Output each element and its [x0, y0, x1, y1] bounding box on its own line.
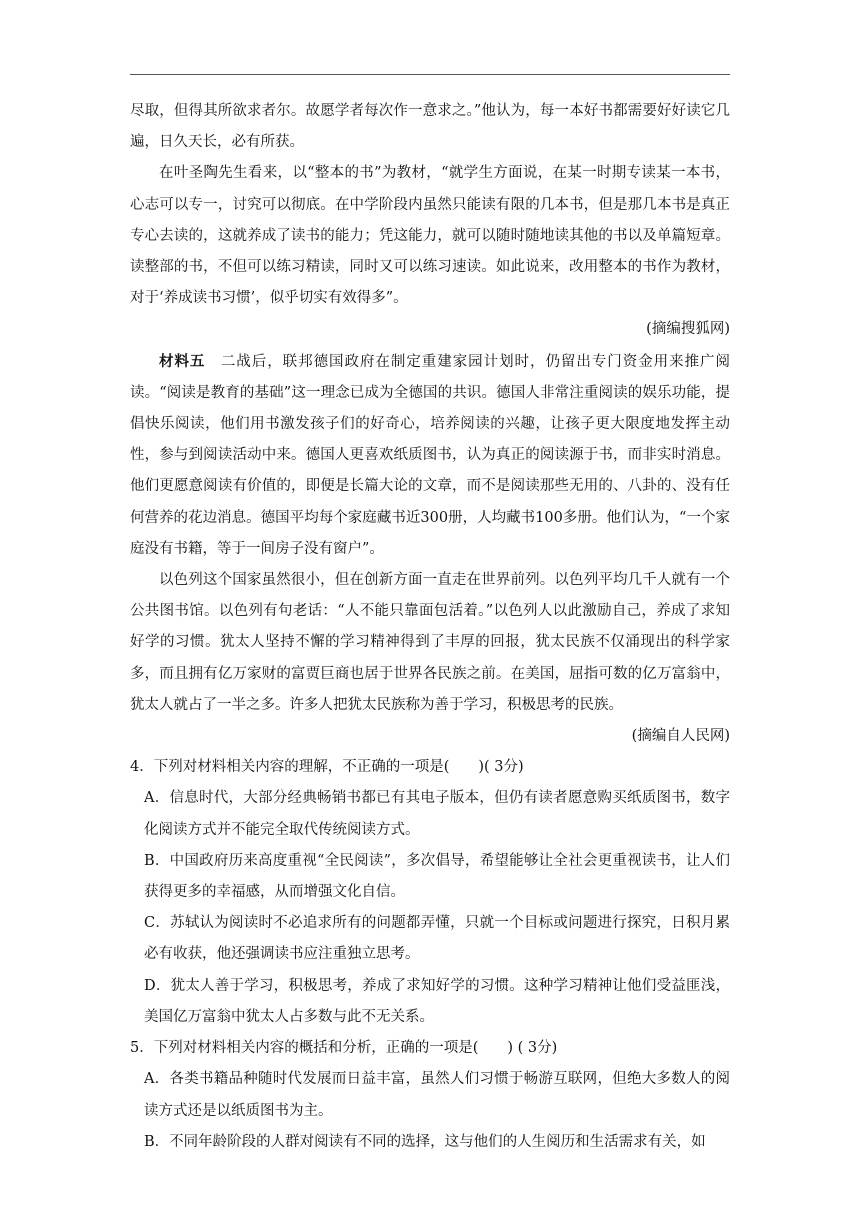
paragraph: 尽取，但得其所欲求者尔。故愿学者每次作一意求之。”他认为，每一本好书都需要好好读它几遍，日久天长，必有所获。 [130, 103, 730, 151]
paragraph: 以色列这个国家虽然很小，但在创新方面一直走在世界前列。以色列平均几千人就有一个公共图书馆。以色列有句老话：“人不能只靠面包活着。”以色列人以此激励自己，养成了求知好学的习惯。犹太人坚持不懈的学习精神得到了丰厚的回报，犹太民族不仅涌现出的科学家多，而且拥有亿万家财的富贾巨商也居于世界各民族之前。在美国，屈指可数的亿万富翁中，犹太人就占了一半之多。许多人把犹太民族称为善于学习，积极思考的民族。 [130, 572, 730, 713]
material-label: 材料五 [159, 352, 206, 370]
document-body [130, 96, 730, 1158]
question-4-option-a: A．信息时代，大部分经典畅销书都已有其电子版本，但仍有读者愿意购买纸质图书，数字化阅读方式并不能完全取代传统阅读方式。 [144, 790, 730, 838]
question-5-option-a: A．各类书籍品种随时代发展而日益丰富，虽然人们习惯于畅游互联网，但绝大多数人的阅读方式还是以纸质图书为主。 [144, 1071, 730, 1119]
source-note: (摘编自人民网) [631, 728, 730, 745]
question-5-stem: 5．下列对材料相关内容的概括和分析，正确的一项是( ) ( 3分) [130, 1040, 558, 1057]
source-note: (摘编搜狐网) [646, 321, 730, 338]
paragraph-material5 [130, 346, 730, 565]
question-5-option-b: B．不同年龄阶段的人群对阅读有不同的选择，这与他们的人生阅历和生活需求有关，如 [144, 1133, 706, 1150]
question-4-option-b: B．中国政府历来高度重视“全民阅读”，多次倡导，希望能够让全社会更重视读书，让人们获得更多的幸福感，从而增强文化自信。 [144, 852, 730, 901]
question-4-option-c: C．苏轼认为阅读时不必追求所有的问题都弄懂，只就一个目标或问题进行探究，日积月累必有收获，他还强调读书应注重独立思考。 [144, 915, 730, 963]
question-4-option-d: D．犹太人善于学习，积极思考，养成了求知好学的习惯。这种学习精神让他们受益匪浅，美国亿万富翁中犹太人占多数与此不无关系。 [144, 977, 730, 1025]
question-4-stem: 4．下列对材料相关内容的理解，不正确的一项是( )( 3分) [130, 759, 524, 776]
paragraph: 在叶圣陶先生看来，以“整本的书”为教材，“就学生方面说，在某一时期专读某一本书，心志可以专一，讨究可以彻底。在中学阶段内虽然只能读有限的几本书，但是那几本书是真正专心去读的，这就养成了读书的能力；凭这能力，就可以随时随地读其他的书以及单篇短章。读整部的书，不但可以练习精读，同时又可以练习速读。如此说来，改用整本的书作为教材，对于‘养成读书习惯’，似乎切实有效得多”。 [130, 165, 730, 307]
paragraph-text: 二战后，联邦德国政府在制定重建家园计划时，仍留出专门资金用来推广阅读。“阅读是教育的基础”这一理念已成为全德国的共识。德国人非常注重阅读的娱乐功能，提倡快乐阅读，他们用书激发孩子们的好奇心，培养阅读的兴趣，让孩子更大限度地发挥主动性，参与到阅读活动中来。德国人更喜欢纸质图书，认为真正的阅读源于书，而非实时消息。他们更愿意阅读有价值的，即便是长篇大论的文章，而不是阅读那些无用的、八卦的、没有任何营养的花边消息。德国平均每个家庭藏书近300册，人均藏书100多册。他们认为，“一个家庭没有书籍，等于一间房子没有窗户”。 [130, 353, 731, 557]
header-rule [130, 74, 730, 75]
